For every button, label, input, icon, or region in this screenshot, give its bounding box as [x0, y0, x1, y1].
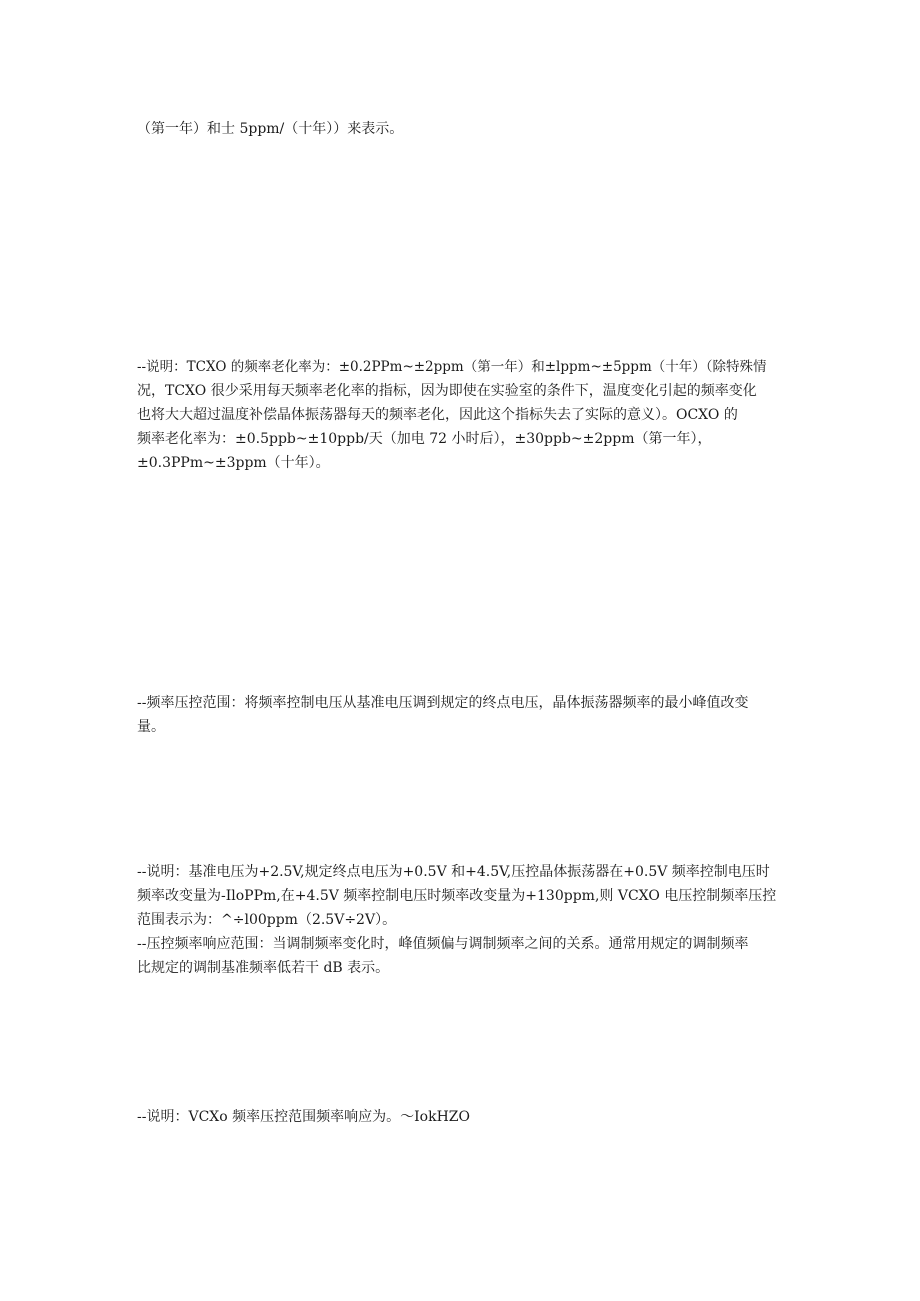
paragraph-vcxo-example	[137, 860, 789, 980]
text-line: --说明：VCXo 频率压控范围频率响应为。～IokHZO	[137, 1109, 470, 1125]
text-line: --频率压控范围：将频率控制电压从基准电压调到规定的终点电压，晶体振荡器频率的最小峰值改变	[137, 695, 749, 711]
paragraph-aging-rate-end	[137, 117, 789, 141]
paragraph-frequency-response	[137, 1105, 789, 1129]
text-line: 比规定的调制基准频率低若干 dB 表示。	[137, 960, 390, 976]
text-line: 范围表示为：^÷l00ppm（2.5V÷2V）。	[137, 912, 397, 928]
text-line: 频率改变量为-IloPPm,在+4.5V 频率控制电压时频率改变量为+130ppm,则 VCXO 电压控制频率压控	[137, 888, 777, 904]
text-line: --压控频率响应范围：当调制频率变化时，峰值频偏与调制频率之间的关系。通常用规定的调制频率	[137, 936, 749, 952]
text-line: 量。	[137, 719, 165, 735]
text-line: 况，TCXO 很少采用每天频率老化率的指标，因为即使在实验室的条件下，温度变化引起的频率变化	[137, 383, 757, 399]
text-line: （第一年）和士 5ppm/（十年））来表示。	[137, 121, 404, 137]
paragraph-tcxo-ocxo-aging	[137, 355, 789, 475]
text-line: 也将大大超过温度补偿晶体振荡器每天的频率老化，因此这个指标失去了实际的意义）。OCXO 的	[137, 407, 738, 423]
text-line: --说明：基准电压为+2.5V,规定终点电压为+0.5V 和+4.5V,压控晶体振荡器在+0.5V 频率控制电压时	[137, 864, 770, 880]
paragraph-voltage-control-range	[137, 691, 789, 739]
text-line: 频率老化率为：±0.5ppb~±10ppb/天（加电 72 小时后），±30ppb~±2ppm（第一年），	[137, 431, 712, 447]
text-line: ±0.3PPm~±3ppm（十年）。	[137, 455, 330, 471]
text-line: --说明：TCXO 的频率老化率为：±0.2PPm~±2ppm（第一年）和±lppm~±5ppm（十年）（除特殊情	[137, 359, 767, 375]
